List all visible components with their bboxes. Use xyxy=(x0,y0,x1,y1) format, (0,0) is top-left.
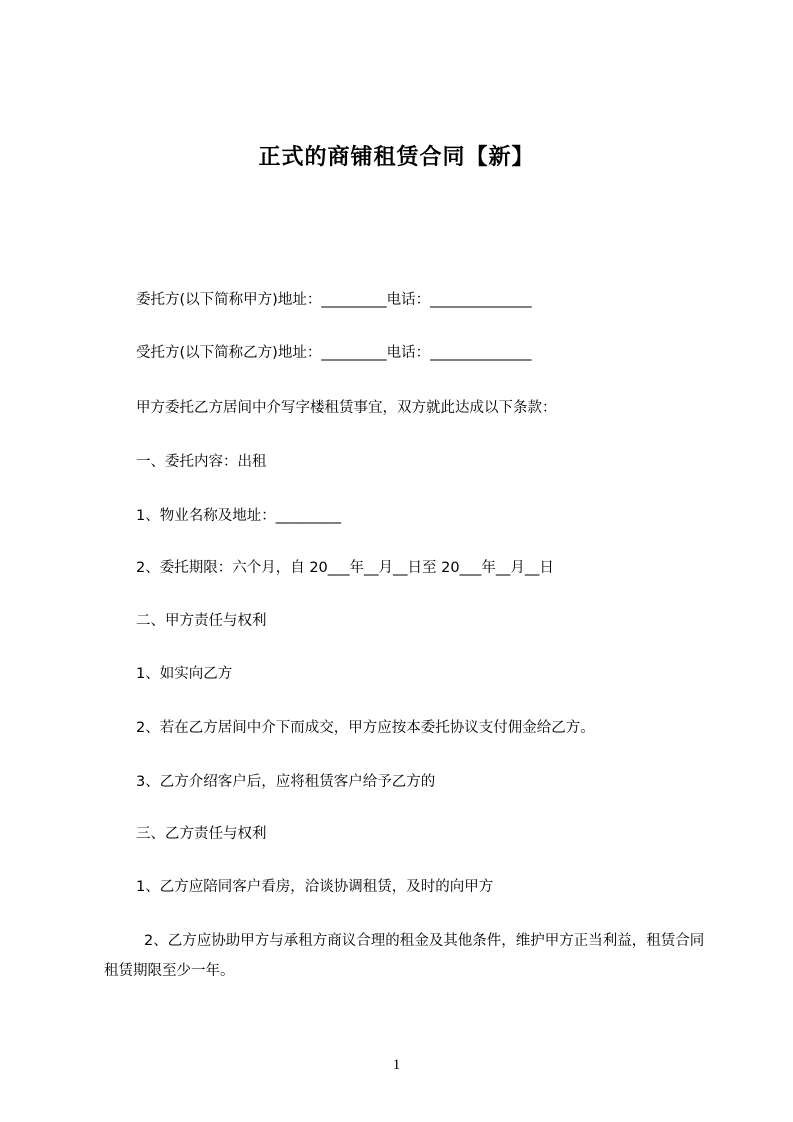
paragraph-term: 2、委托期限：六个月，自 20___年__月__日至 20___年__月__日 xyxy=(136,560,554,576)
section-heading-2: 二、甲方责任与权利 xyxy=(136,613,267,629)
paragraph-clause-2-1: 1、如实向乙方 xyxy=(136,666,233,682)
paragraph-client-address: 委托方(以下简称甲方)地址：_________电话：______________ xyxy=(136,292,532,308)
paragraph-clause-2-3: 3、乙方介绍客户后，应将租赁客户给予乙方的 xyxy=(136,774,436,790)
paragraph-clause-3-1: 1、乙方应陪同客户看房，洽谈协调租赁，及时的向甲方 xyxy=(136,879,494,895)
paragraph-agent-address: 受托方(以下简称乙方)地址：_________电话：______________ xyxy=(136,345,532,361)
paragraph-clause-3-2: 2、乙方应协助甲方与承租方商议合理的租金及其他条件，维护甲方正当利益，租赁合同租赁期限至少一年。 xyxy=(104,933,705,979)
section-heading-1: 一、委托内容：出租 xyxy=(136,454,267,470)
paragraph-clause-2-2: 2、若在乙方居间中介下而成交，甲方应按本委托协议支付佣金给乙方。 xyxy=(136,720,595,736)
page-number: 1 xyxy=(392,1057,401,1073)
paragraph-property-address: 1、物业名称及地址：_________ xyxy=(136,508,341,524)
document-title: 正式的商铺租赁合同【新】 xyxy=(258,145,535,170)
section-heading-3: 三、乙方责任与权利 xyxy=(136,826,267,842)
paragraph-intro: 甲方委托乙方居间中介写字楼租赁事宜，双方就此达成以下条款： xyxy=(136,400,557,416)
